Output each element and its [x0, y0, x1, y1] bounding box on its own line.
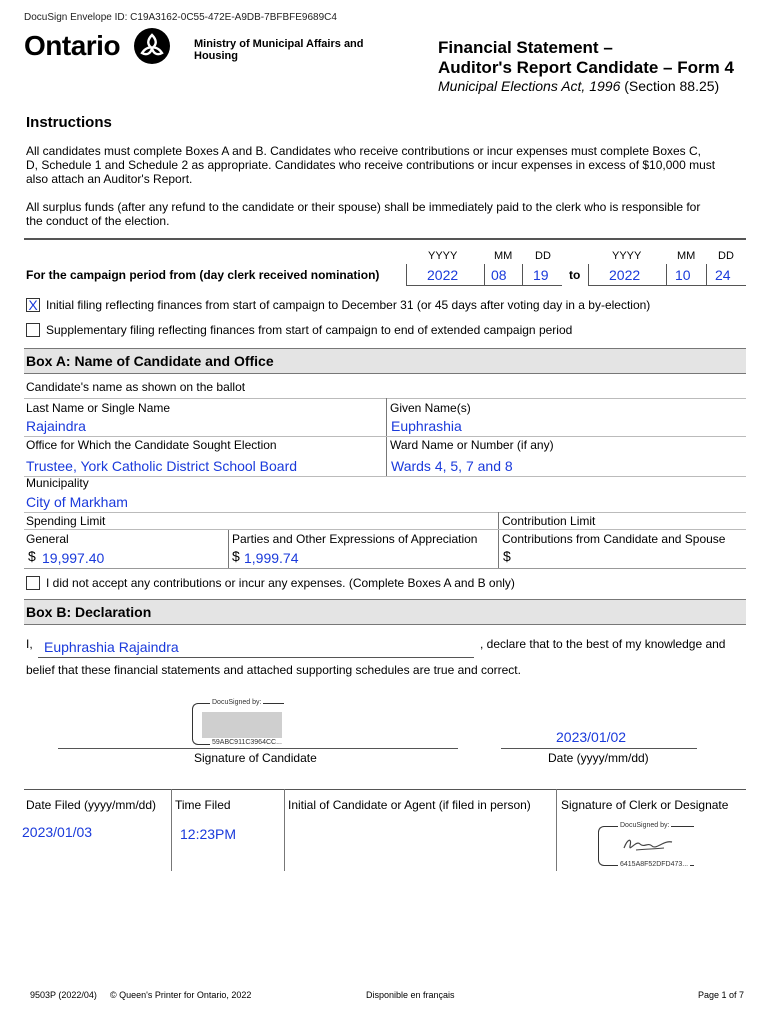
- date-filed-label: Date Filed (yyyy/mm/dd): [26, 798, 157, 812]
- from-mm-label: MM: [494, 250, 513, 262]
- divider: [171, 789, 172, 871]
- act-name: Municipal Elections Act, 1996: [438, 78, 621, 94]
- divider: [24, 789, 746, 790]
- declaration-date-label: Date (yyyy/mm/dd): [548, 751, 649, 765]
- from-yyyy-label: YYYY: [428, 250, 458, 262]
- contribution-limit-label: Contribution Limit: [502, 514, 596, 528]
- municipality-label: Municipality: [26, 476, 89, 490]
- general-currency: $: [28, 548, 36, 564]
- signature-underline: [58, 748, 458, 749]
- no-contributions-label: I did not accept any contributions or incur any expenses. (Complete Boxes A and B only): [46, 576, 515, 590]
- ministry-name: Ministry of Municipal Affairs and Housing: [194, 38, 364, 62]
- divider: [386, 398, 387, 476]
- supplementary-filing-checkbox[interactable]: [26, 323, 40, 337]
- campaign-period-label: For the campaign period from (day clerk received nomination): [26, 268, 380, 282]
- divider: [24, 398, 746, 399]
- declaration-i-label: I,: [26, 637, 33, 651]
- divider: [24, 568, 746, 569]
- act-section: (Section 88.25): [620, 78, 720, 94]
- general-limit-label: General: [26, 532, 69, 546]
- form-title: [438, 38, 758, 78]
- declarant-underline: [38, 657, 474, 658]
- to-yyyy-label: YYYY: [612, 250, 642, 262]
- divider: [284, 789, 285, 871]
- declarant-name-field[interactable]: Euphrashia Rajaindra: [44, 639, 179, 655]
- divider: [556, 789, 557, 871]
- general-limit-field[interactable]: 19,997.40: [42, 550, 105, 566]
- parties-limit-field[interactable]: 1,999.74: [244, 550, 299, 566]
- time-filed-label: Time Filed: [175, 798, 231, 812]
- date-underline: [501, 748, 697, 749]
- candidate-contrib-currency: $: [503, 548, 511, 564]
- french-version-link[interactable]: Disponible en français: [366, 990, 455, 1000]
- period-to-label: to: [569, 268, 581, 282]
- spending-limit-label: Spending Limit: [26, 514, 106, 528]
- declare-text: , declare that to the best of my knowledge and: [480, 637, 726, 651]
- from-yyyy-field[interactable]: 2022: [406, 264, 484, 286]
- trillium-logo-icon: [134, 28, 170, 64]
- declaration-date-field[interactable]: 2023/01/02: [556, 729, 627, 745]
- clerk-docusigned-by: DocuSigned by:: [620, 822, 670, 829]
- time-filed-field[interactable]: 12:23PM: [180, 826, 237, 842]
- form-title-line2: Auditor's Report Candidate – Form 4: [438, 58, 734, 77]
- no-contributions-checkbox[interactable]: [26, 576, 40, 590]
- instructions-para-2: All surplus funds (after any refund to the candidate or their spouse) shall be immediately paid to the clerk who is responsible for the conduct of the election.: [26, 200, 701, 228]
- divider: [24, 529, 746, 530]
- initial-filing-label: Initial filing reflecting finances from start of campaign to December 31 (or 45 days after voting day in a by-election): [46, 298, 651, 312]
- candidate-stamp-id: 59ABC911C3964CC...: [212, 739, 282, 746]
- form-title-line1: Financial Statement –: [438, 38, 613, 57]
- divider: [24, 436, 746, 437]
- municipality-field[interactable]: City of Markham: [26, 494, 128, 510]
- ward-field[interactable]: Wards 4, 5, 7 and 8: [391, 458, 513, 474]
- clerk-signature-label: Signature of Clerk or Designate: [561, 798, 729, 812]
- copyright: © Queen's Printer for Ontario, 2022: [110, 990, 252, 1000]
- ward-label: Ward Name or Number (if any): [390, 438, 554, 452]
- ballot-name-label: Candidate's name as shown on the ballot: [26, 380, 246, 394]
- instructions-heading: Instructions: [26, 114, 112, 131]
- from-dd-label: DD: [535, 250, 551, 262]
- office-field[interactable]: Trustee, York Catholic District School Board: [26, 458, 298, 474]
- form-number: 9503P (2022/04): [30, 990, 97, 1000]
- ontario-logo-text: Ontario: [24, 30, 121, 61]
- to-mm-label: MM: [677, 250, 696, 262]
- given-name-field[interactable]: Euphrashia: [391, 418, 462, 434]
- to-dd-label: DD: [718, 250, 734, 262]
- to-dd-field[interactable]: 24: [706, 264, 746, 286]
- given-name-label: Given Name(s): [390, 401, 471, 415]
- candidate-contrib-label: Contributions from Candidate and Spouse: [502, 532, 726, 546]
- divider: [24, 476, 746, 477]
- from-mm-field[interactable]: 08: [484, 264, 522, 286]
- office-label: Office for Which the Candidate Sought Election: [26, 438, 277, 452]
- candidate-signature-image: [202, 712, 282, 738]
- box-b-title: Box B: Declaration: [26, 604, 152, 620]
- date-filed-field[interactable]: 2023/01/03: [22, 824, 93, 840]
- to-mm-field[interactable]: 10: [666, 264, 706, 286]
- initial-label: Initial of Candidate or Agent (if filed in person): [288, 798, 531, 812]
- from-dd-field[interactable]: 19: [522, 264, 562, 286]
- divider: [498, 512, 499, 568]
- divider: [24, 238, 746, 240]
- clerk-signature-image: [620, 834, 680, 859]
- clerk-stamp-id: 6415A8F52DFD473...: [620, 861, 689, 868]
- belief-text: belief that these financial statements and attached supporting schedules are true and correct.: [26, 663, 521, 677]
- act-reference: [438, 78, 719, 94]
- instructions-para-1: All candidates must complete Boxes A and B. Candidates who receive contributions or incur expenses must complete Boxes C, D, Schedule 1 and Schedule 2 as appropriate. Candidates who receive contributions or incur expenses in excess of $10,000 must also attach an Auditor's Report.: [26, 144, 716, 186]
- to-yyyy-field[interactable]: 2022: [588, 264, 666, 286]
- last-name-field[interactable]: Rajaindra: [26, 418, 86, 434]
- last-name-label: Last Name or Single Name: [26, 401, 171, 415]
- candidate-docusigned-by: DocuSigned by:: [212, 699, 262, 706]
- divider: [228, 529, 229, 568]
- divider: [24, 512, 746, 513]
- envelope-id: DocuSign Envelope ID: C19A3162-0C55-472E-A9DB-7BFBFE9689C4: [24, 12, 337, 23]
- page-number: Page 1 of 7: [698, 990, 745, 1000]
- supplementary-filing-label: Supplementary filing reflecting finances from start of campaign to end of extended campaign period: [46, 323, 573, 337]
- initial-filing-checkbox[interactable]: X: [26, 298, 40, 312]
- box-a-title: Box A: Name of Candidate and Office: [26, 353, 274, 369]
- parties-currency: $: [232, 548, 240, 564]
- signature-of-candidate-label: Signature of Candidate: [194, 751, 317, 765]
- parties-limit-label: Parties and Other Expressions of Appreciation: [232, 532, 478, 546]
